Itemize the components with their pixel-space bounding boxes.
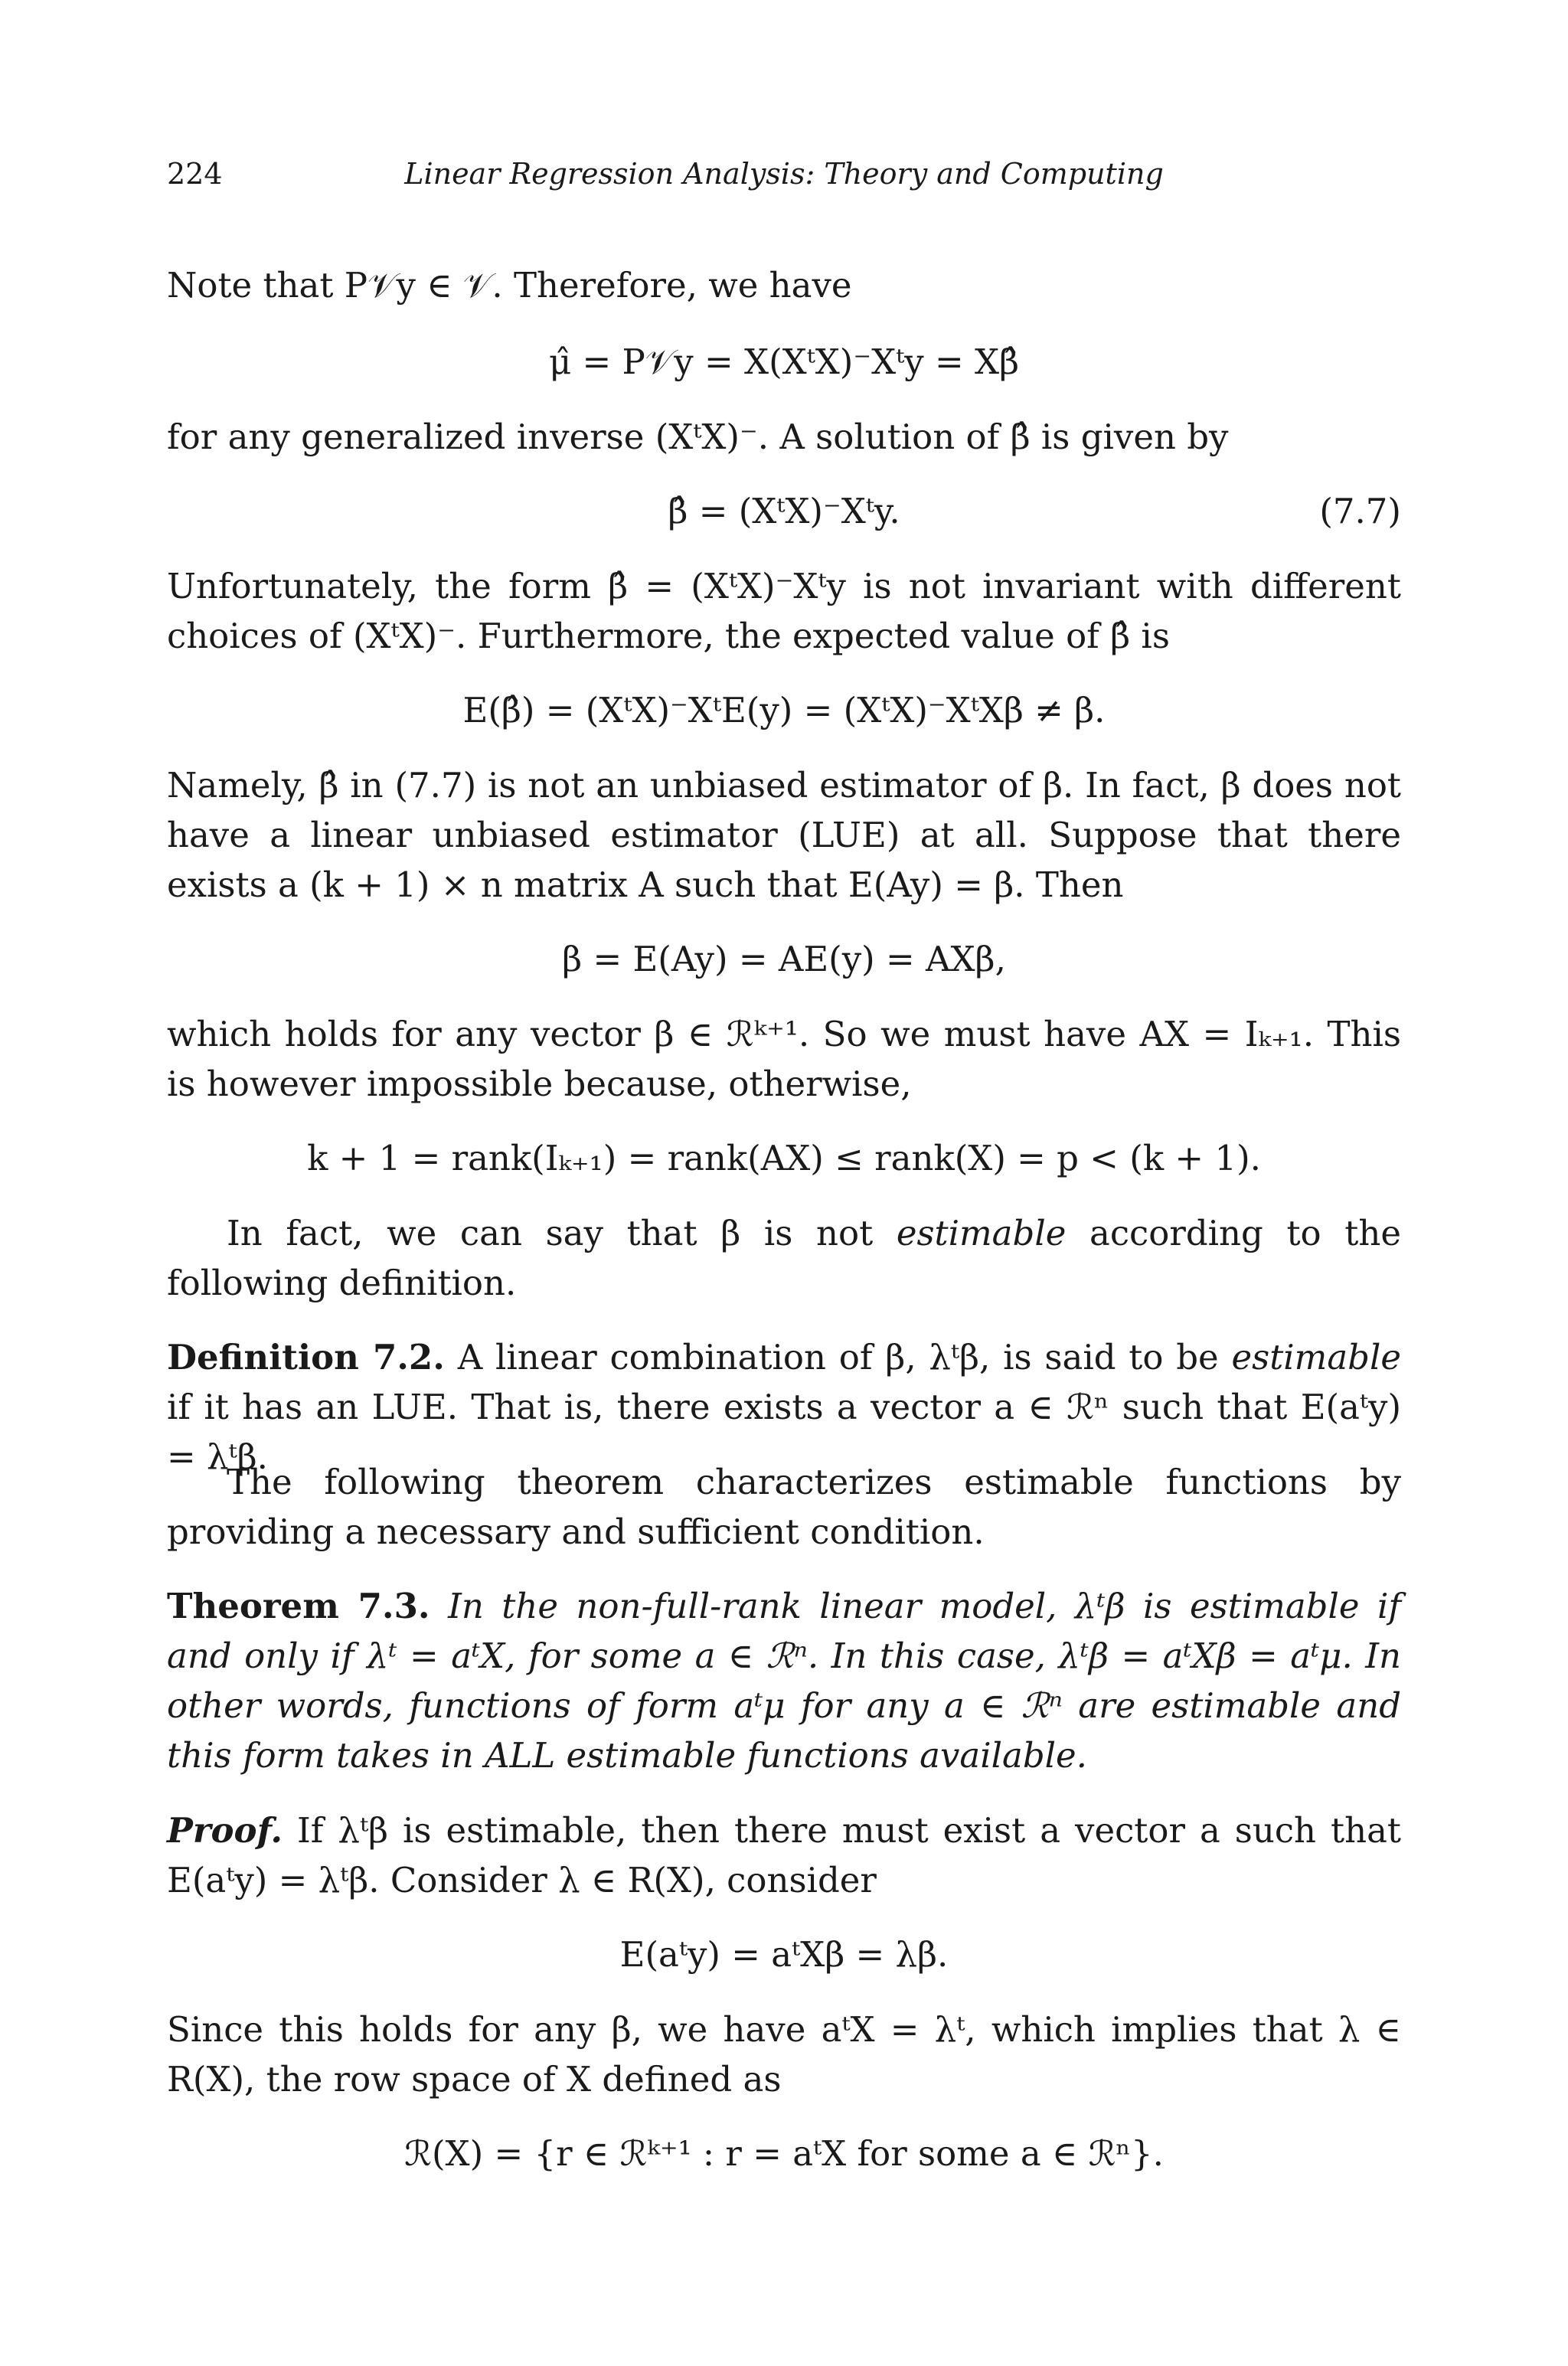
text-segment: according to the following definition. xyxy=(167,1213,1401,1303)
equation-row-space: ℛ(X) = {r ∈ ℛᵏ⁺¹ : r = aᵗX for some a ∈ ℛⁿ}. xyxy=(404,2133,1164,2174)
page-header xyxy=(167,157,1401,195)
emphasis-estimable: estimable xyxy=(1231,1337,1401,1377)
equation-rank: k + 1 = rank(Iₖ₊₁) = rank(AX) ≤ rank(X) = p < (k + 1). xyxy=(307,1138,1261,1178)
paragraph-not-invariant: Unfortunately, the form β̂ = (XᵗX)⁻Xᵗy is not invariant with different choices of (XᵗX)⁻. Furthermore, the expected value of β̂ is xyxy=(167,566,1401,656)
theorem-statement: In the non-full-rank linear model, λᵗβ is estimable if and only if λᵗ = aᵗX, for some a ∈ ℛⁿ. In this case, λᵗβ = aᵗXβ = aᵗμ. In other words, functions of form aᵗμ for any a ∈ ℛⁿ are estimable and this form takes in ALL estimable functions available. xyxy=(167,1586,1401,1776)
theorem-label: Theorem 7.3. xyxy=(167,1586,430,1626)
equation-beta-ay: β = E(Ay) = AE(y) = AXβ, xyxy=(562,939,1006,979)
paragraph-theorem-intro: The following theorem characterizes estimable functions by providing a necessary and sufficient condition. xyxy=(167,1462,1401,1552)
equation-7-7-body: β̂ = (XᵗX)⁻Xᵗy. xyxy=(668,491,900,531)
theorem-7-3 xyxy=(167,1581,1401,1780)
definition-label: Definition 7.2. xyxy=(167,1337,445,1377)
running-title: Linear Regression Analysis: Theory and Computing xyxy=(404,157,1164,191)
proof-text: If λᵗβ is estimable, then there must exist a vector a such that E(aᵗy) = λᵗβ. Consider λ ∈ R(X), consider xyxy=(167,1810,1402,1900)
equation-7-7 xyxy=(167,486,1401,536)
paragraph-generalized-inverse: for any generalized inverse (XᵗX)⁻. A solution of β̂ is given by xyxy=(167,417,1229,457)
equation-e-aty: E(aᵗy) = aᵗXβ = λβ. xyxy=(619,1934,949,1975)
text-segment: A linear combination of β, λᵗβ, is said to be xyxy=(457,1337,1219,1377)
equation-number: (7.7) xyxy=(1319,491,1401,531)
text-segment: if it has an LUE. That is, there exists a vector a ∈ ℛⁿ such that E(aᵗy) = λᵗβ. xyxy=(167,1387,1401,1477)
emphasis-estimable: estimable xyxy=(896,1213,1067,1253)
proof-label: Proof. xyxy=(167,1810,283,1851)
text-segment: In fact, we can say that β is not xyxy=(227,1213,874,1253)
paragraph-not-estimable xyxy=(167,1208,1401,1308)
equation-expected-value: E(β̂) = (XᵗX)⁻XᵗE(y) = (XᵗX)⁻XᵗXβ ≠ β. xyxy=(462,690,1106,730)
equation-mu-hat: μ̂ = P𝒱y = X(XᵗX)⁻Xᵗy = Xβ̂ xyxy=(548,342,1020,382)
paragraph-intro: Note that P𝒱y ∈ 𝒱. Therefore, we have xyxy=(167,265,852,306)
proof xyxy=(167,1806,1401,1905)
paragraph-row-space: Since this holds for any β, we have aᵗX = λᵗ, which implies that λ ∈ R(X), the row space of X defined as xyxy=(167,2009,1401,2100)
paragraph-impossible: which holds for any vector β ∈ ℛᵏ⁺¹. So we must have AX = Iₖ₊₁. This is however impossible because, otherwise, xyxy=(167,1014,1401,1104)
paragraph-no-lue: Namely, β̂ in (7.7) is not an unbiased estimator of β. In fact, β does not have a linear unbiased estimator (LUE) at all. Suppose that there exists a (k + 1) × n matrix A such that E(Ay) = β. Then xyxy=(167,765,1401,905)
page-number: 224 xyxy=(167,157,223,191)
